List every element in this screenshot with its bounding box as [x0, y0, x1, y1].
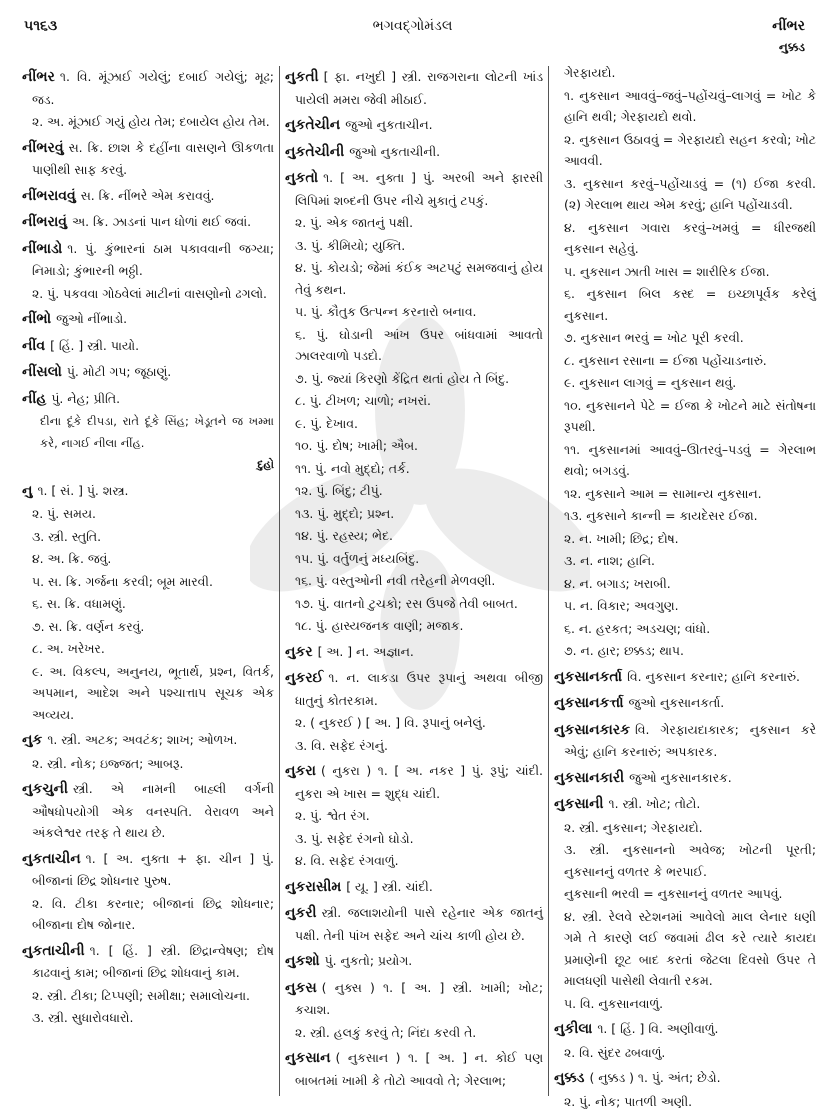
dictionary-entry [285, 950, 543, 973]
definition-text: ૧. પું. કુંભારનાં ઠામ પકાવવાની જગ્યા; નિમાડો; કુંભારની ભઠ્ઠી. [32, 240, 274, 278]
sense-item [285, 212, 543, 234]
sense-item [285, 615, 543, 637]
sense-item [554, 550, 816, 572]
definition-text: ૨. પું. શ્વેત રંગ. [295, 808, 370, 823]
sense-item [22, 548, 274, 570]
headword: નીંભરવું [22, 139, 64, 156]
definition-text: ૫. પું. કૌતુક ઉત્પન્ન કરનારો બનાવ. [295, 304, 477, 319]
headword: નુકતો [285, 170, 319, 186]
definition-text: ૧૨. પું. બિંદુ; ટીપું. [295, 483, 383, 498]
definition-text: ૧૩. નુકસાને કાન્ની = કાયદેસર ઈજા. [564, 508, 758, 523]
sense-item [554, 85, 816, 128]
headword: નીંભરાવું [22, 214, 68, 230]
first-guide-word: નીંભર [772, 18, 805, 34]
sense-item [554, 395, 816, 438]
sense-item [285, 480, 543, 502]
headword: નુકસાનકારક [554, 721, 630, 738]
definition-text: ૭. પું. જ્યાં કિરણો કેંદ્રિત થતાં હોય તે બિંદુ. [295, 370, 510, 386]
definition-text: ૧. વિ. મૂંઝાઈ ગયેલું; દબાઈ ગયેલું; મૂઢ; જડ. [32, 69, 274, 107]
headword: નુ [22, 482, 33, 499]
definition-text: ( નુક્સ ) ૧. [ અ. ] સ્ત્રી. ખામી; ખોટ; કચાશ. [295, 979, 543, 1017]
definition-text: ૨. પું. પકવવા ગોઠવેલાં માટીનાં વાસણોનો ઢગલો. [32, 285, 267, 301]
dictionary-entry [554, 719, 816, 763]
page-number: ૫૧૬૩ [24, 18, 58, 34]
headword: નુકતેચીની [285, 143, 345, 160]
definition-text: ૮. નુકસાન રસાના = ઈજા પહોંચાડનારું. [564, 352, 767, 368]
sense-item [22, 753, 274, 775]
dictionary-entry [285, 667, 543, 711]
definition-text: ૧. સ્ત્રી. ખોટ; તોટો. [608, 796, 701, 811]
headword: નુકશો [285, 953, 320, 969]
definition-text: ૩. નુકસાન કરવું–પહોંચાડવું = (૧) ઈજા કરવી. (૨) ગેરલાભ થાય એમ કરવું; હાનિ પહોંચાડવી. [564, 175, 816, 212]
headword: નીંવ [22, 337, 46, 354]
definition-text: ( નુકસાન ) ૧. [ અ. ] ન. કોઈ પણ બાબતમાં ખામી કે તોટો આવવો તે; ગેરલાભ; [295, 1050, 543, 1088]
definition-text: ૨. નુકસાન ઉઠાવવું = ગેરફાયદો સહન કરવો; ખોટ આવવી. [564, 131, 816, 168]
definition-text: ૧૨. નુકસાને આમ = સામાન્ય નુકસાન. [564, 485, 762, 501]
definition-text: ૧૦. નુકસાનને પેટે = ઈજા કે ખોટને માટે સંતોષના રૂપથી. [564, 397, 816, 434]
definition-text: ૪. વિ. સફેદ રંગવાળું. [295, 853, 399, 868]
definition-text: ૧૮. પું. હાસ્યજનક વાણી; મજાક. [295, 618, 464, 633]
sense-item [554, 327, 816, 349]
definition-text: ૧. [ અ. નુક્તા + ફા. ચીન ] પું. બીજાનાં છિદ્ર શોધનાર પુરુષ. [32, 850, 274, 888]
headword: નુકસાનકર્ત્તા [554, 695, 624, 711]
definition-text: ૧૧. નુકસાનમાં આવવું–ઊતરવું–પડવું = ગેરલાભ થવો; બગડવું. [564, 441, 816, 478]
headword: નુકરાસીમ [285, 878, 342, 895]
definition-text: સ. ક્રિ. છાશ કે દહીંના વાસણને ઊકળતા પાણીથી સાફ કરવું. [32, 139, 274, 177]
quotation [22, 411, 274, 476]
headword: નુકસાનકર્તા [554, 668, 623, 685]
dictionary-entry [22, 940, 274, 984]
dictionary-entry [22, 137, 274, 181]
continued-text: ગેરફાયદો. [564, 65, 616, 80]
definition-text: વિ. ગેરફાયદાકારક; નુકસાન કરે એવું; હાનિ કરનારું; અપકારક. [564, 721, 816, 759]
sense-item [285, 301, 543, 323]
dictionary-entry [554, 767, 816, 790]
headword: નીંભર [22, 69, 55, 85]
definition-text: ૨. સ્ત્રી. ટીકા; ટિપ્પણી; સમીક્ષા; સમાલોચના. [32, 987, 250, 1003]
definition-text: ૯. પું. દેખાવ. [295, 415, 358, 431]
dictionary-entry [285, 1047, 543, 1091]
definition-text: પું. મોટી ગપ; જૂઠાણું. [66, 364, 172, 379]
sense-item [554, 129, 816, 172]
sense-item [285, 828, 543, 850]
definition-text: અ. ક્રિ. ઝાડનાં પાન ધોળાં થઈ જવાં. [72, 214, 252, 229]
headword: નુકીલા [554, 1021, 593, 1037]
headword: નુક્કડ [554, 1070, 585, 1086]
sense-item [285, 735, 543, 757]
definition-text: ૨. સ્ત્રી. નોક; ઇજ્જત; આબરૂ. [32, 755, 184, 771]
headword: નુકતાચીની [22, 942, 85, 959]
sense-item [22, 283, 274, 305]
sense-item [554, 595, 816, 617]
dictionary-entry [22, 335, 274, 358]
column-divider [548, 66, 549, 1096]
definition-text: ૩. વિ. સફેદ રંગનું. [295, 737, 388, 753]
sense-item [22, 661, 274, 726]
sense-item [554, 505, 816, 527]
headword: નુકસાન [285, 1050, 331, 1066]
dictionary-entry [285, 977, 543, 1021]
definition-text: પું. નેહ; પ્રીતિ. [51, 390, 121, 406]
definition-text: ૨. પું. સમય. [32, 506, 96, 521]
headword: નીંસલો [22, 364, 62, 380]
definition-text: ૩. પું. સફેદ રંગનો ઘોડો. [295, 830, 414, 846]
dictionary-entry [22, 185, 274, 208]
headword: નીંભરાવવું [22, 187, 76, 204]
headword: નુકચુની [22, 781, 68, 797]
sense-item [285, 235, 543, 257]
headword: નુકરઈ [285, 670, 324, 686]
sense-item [285, 458, 543, 480]
headword: નીંભાડો [22, 240, 63, 257]
column-3 [554, 62, 816, 1113]
dictionary-entry [22, 211, 274, 234]
definition-text: ૬. સ. ક્રિ. વધામણું. [32, 596, 126, 611]
definition-text: ( નુકરા ) ૧. [ અ. નકર ] પું. રૂપું; ચાંદી. નુકરા એ ખાસ = શુદ્ધ ચાંદી. [295, 763, 543, 801]
sense-item [22, 593, 274, 615]
definition-text: ૨. પું. નોક; પાતળી અણી. [564, 1093, 693, 1109]
definition-text: નુકસાની ભરવી = નુકસાનનું વળતર આપવું. [564, 886, 783, 901]
sense-item [554, 217, 816, 260]
sense-item [285, 593, 543, 615]
definition-text: ૭. સ. ક્રિ. વર્ણન કરવું. [32, 618, 145, 634]
definition-text: સ્ત્રી. જલાશયોની પાસે રહેનાર એક જાતનું પક્ષી. તેની પાંખ સફેદ અને ચાંચ કાળી હોય છે. [295, 905, 543, 943]
definition-text: સ્ત્રી. એ નામની બાહ્લી વર્ગની ઔષધોપયોગી એક વનસ્પતિ. વેરાવળ અને અંકલેશ્વર તરફ તે થાય છે. [32, 781, 274, 840]
definition-text: ૯. અ. વિકલ્પ, અનુનય, ભૂતાર્થ, પ્રશ્ન, વિતર્ક, અપમાન, આદેશ અને પશ્ચાત્તાપ સૂચક એક અવ્યય. [32, 663, 274, 722]
definition-text: ૭. નુકસાન ભરવું = ખોટ પૂરી કરવી. [564, 330, 744, 345]
definition-text: ૧૩. પું. મુદ્દો; પ્રશ્ન. [295, 505, 395, 521]
definition-text: ૨. પું. એક જાતનું પક્ષી. [295, 215, 414, 230]
definition-text: ૧૬. પું. વસ્તુઓની નવી તરેહની મેળવણી. [295, 573, 496, 588]
dictionary-entry [285, 760, 543, 804]
sense-item [22, 503, 274, 525]
sense-item [285, 257, 543, 300]
sense-item [285, 548, 543, 570]
definition-text: ૪. પું. કોયડો; જેમાં કંઈક અટપટું સમજવાનું હોય તેવું કથન. [295, 260, 543, 297]
definition-text: ૧૭. પું. વાતનો ટુચકો; રસ ઉપજે તેવી બાબત. [295, 595, 518, 611]
sense-item [554, 483, 816, 505]
dictionary-entry [285, 167, 543, 211]
dictionary-entry [285, 141, 543, 164]
book-title: ભગવદ્ગોમંડલ [372, 18, 453, 34]
definition-text: ૫. વિ. નુકસાનવાળું. [564, 995, 664, 1011]
sense-item [554, 839, 816, 882]
definition-text: ૧૦. પું. દોષ; ખામી; ઐબ. [295, 438, 418, 453]
column-1 [22, 62, 274, 1030]
quote-text: દીના દૂંકે દીપડા, રાતે દૂંકે સિંહ; ખેડૂતને જ ખમ્મા કરે, નાગઈ નીલા નીંહ. [40, 414, 274, 450]
definition-text: જુઓ નુકસાનકર્તા. [628, 695, 725, 710]
dictionary-entry [554, 793, 816, 816]
definition-text: ૬. પું. ઘોડાની આંખ ઉપર બાંધવામાં આવતો ઝાલરવાળો પડદો. [295, 326, 543, 363]
dictionary-entry [554, 692, 816, 715]
definition-text: ૭. ન. હાર; છક્કડ; થાપ. [564, 643, 684, 658]
sense-item [554, 528, 816, 550]
sense-item [285, 525, 543, 547]
definition-text: જુઓ નુકસાનકારક. [629, 769, 732, 785]
definition-text: ૩. સ્ત્રી. નુકસાનનો અવેજ; ખોટની પૂરતી; નુકસાનનું વળતર કે ભરપાઈ. [564, 842, 816, 879]
dictionary-entry [554, 666, 816, 689]
quote-source: દુહો [257, 458, 274, 471]
definition-text: ૨. વિ. ટીકા કરનાર; બીજાનાં છિદ્ર શોધનાર; બીજાના દોષ જોનાર. [32, 895, 274, 932]
definition-text: ૪. અ. ક્રિ. જવું. [32, 551, 112, 566]
sense-item [554, 993, 816, 1015]
sense-item [22, 893, 274, 936]
headword: નુકસાની [554, 796, 604, 812]
definition-text: ૧. [ હિં. ] સ્ત્રી. છિદ્રાન્વેષણ; દોષ કાઢવાનું કામ; બીજાનાં છિદ્ર શોધવાનું કામ. [32, 942, 274, 980]
definition-text: ૨. વિ. સુંદર ઢબવાળું. [564, 1044, 666, 1060]
definition-text: ૪. ન. બગાડ; ખરાબી. [564, 575, 671, 591]
headword: નુકરી [285, 905, 317, 921]
definition-text: ૫. ન. વિકાર; અવગુણ. [564, 598, 679, 613]
dictionary-entry [22, 480, 274, 503]
definition-text: ૬. ન. હરકત; અડચણ; વાંધો. [564, 620, 711, 636]
definition-text: ૧. સ્ત્રી. અટક; અવટંક; શાખ; ઓળખ. [47, 732, 238, 747]
sense-item [22, 571, 274, 593]
dictionary-entry [285, 114, 543, 137]
dictionary-entry [22, 361, 274, 384]
definition-text: ૧. [ અ. નુક્તા ] પું. અરબી અને ફારસી લિપિમાં શબ્દની ઉપર નીચે મુકાતું ટપકું. [295, 170, 543, 208]
definition-text: જુઓ નુકતાચીની. [349, 143, 441, 159]
definition-text: ( નુક્કડ ) ૧. પું. અંત; છેડો. [589, 1070, 721, 1085]
definition-text: ૪. નુકસાન ગવારા કરવું–ખમવું = ધીરજથી નુકસાન સહેવું. [564, 219, 816, 256]
dictionary-entry [22, 848, 274, 892]
dictionary-entry [285, 641, 543, 664]
dictionary-entry [285, 902, 543, 946]
sense-item [285, 435, 543, 457]
definition-text: ૨. સ્ત્રી. હલકું કરવું તે; નિંદા કરવી તે. [295, 1024, 477, 1040]
headword: નુક [22, 732, 43, 748]
headword: નુકસ [285, 979, 317, 996]
definition-text: વિ. નુકસાન કરનાર; હાનિ કરનારું. [627, 668, 800, 684]
sense-item [285, 712, 543, 734]
column-2 [285, 62, 543, 1092]
definition-text: ૧. ન. લાકડા ઉપર રૂપાનું અથવા બીજી ધાતુનું કોતરકામ. [295, 670, 543, 708]
sense-item [285, 324, 543, 367]
sense-item [554, 817, 816, 839]
last-guide-word: નુક્કડ [778, 40, 805, 54]
sense-item [285, 368, 543, 390]
definition-text: ૩. ન. નાશ; હાનિ. [564, 553, 655, 568]
sense-item [554, 883, 816, 905]
definition-text: ૮. અ. ખરેખર. [32, 641, 105, 656]
sense-item [554, 372, 816, 394]
dictionary-entry [554, 1067, 816, 1090]
sense-item [22, 526, 274, 548]
dictionary-entry [22, 388, 274, 411]
sense-item [285, 805, 543, 827]
sense-item [285, 1022, 543, 1044]
definition-text: ૧. [ સં. ] પું. શસ્ત્ર. [37, 482, 129, 498]
sense-item [554, 261, 816, 283]
definition-text: ૪. સ્ત્રી. રેલવે સ્ટેશનમાં આવેલો માલ લેનાર ધણી ગમે તે કારણે લઈ જવામાં ઢીલ કરે ત્યારે કાયદા પ્રમાણેની છૂટ બાદ કરતાં જેટલા દિવસો ઉપર તે માલધણી પાસેથી લેવાતી રકમ. [564, 908, 816, 988]
definition-text: ૧૪. પું. રહસ્ય; ભેદ. [295, 528, 393, 543]
definition-text: ૧. [ હિં. ] વિ. અણીવાળું. [597, 1021, 719, 1036]
sense-item [285, 413, 543, 435]
sense-item [554, 1042, 816, 1064]
definition-text: પું. નુકતો; પ્રયોગ. [324, 953, 413, 968]
definition-text: ૨. અ. મૂંઝાઈ ગયું હોય તેમ; દબાયેલ હોય તેમ. [32, 114, 270, 129]
definition-text: ૯. નુકસાન લાગવું = નુકસાન થવું. [564, 375, 737, 390]
definition-text: [ યૂ. ] સ્ત્રી. ચાંદી. [346, 878, 433, 894]
sense-item [554, 283, 816, 326]
definition-text: ૧૫. પું. વર્તુળનું મધ્યબિંદુ. [295, 550, 420, 566]
headword: નુકતાચીન [22, 850, 81, 867]
definition-text: [ હિં. ] સ્ત્રી. પાયો. [50, 337, 140, 353]
sense-item [22, 638, 274, 660]
sense-item [285, 850, 543, 872]
definition-text: ૨. ( નુકરઈ ) [ અ. ] વિ. રૂપાનું બનેલું. [295, 715, 486, 730]
definition-text: સ. ક્રિ. નીંભરે એમ કરાવવું. [80, 187, 215, 203]
headword: નીંહ [22, 390, 47, 407]
sense-item [285, 570, 543, 592]
sense-item [22, 616, 274, 638]
sense-item [554, 1091, 816, 1113]
sense-item [554, 439, 816, 482]
dictionary-entry [285, 876, 543, 899]
definition-text: ૧૧. પું. નવો મુદ્દો; તર્ક. [295, 460, 410, 476]
sense-item [22, 985, 274, 1007]
sense-item [22, 1007, 274, 1029]
dictionary-entry [285, 66, 543, 110]
definition-text: ૫. નુકસાન ઝાતી ખાસ = શારીરિક ઈજા. [564, 263, 770, 279]
sense-item [285, 503, 543, 525]
sense-item [554, 173, 816, 216]
headword: નુકર [285, 643, 313, 660]
definition-text: ૨. સ્ત્રી. નુકસાન; ગેરફાયદો. [564, 819, 703, 835]
definition-text: ૮. પું. ટીખળ; ચાળો; નખરાં. [295, 393, 431, 408]
headword: નુકરા [285, 763, 316, 779]
dictionary-entry [554, 1018, 816, 1041]
headword: નુકસાનકારી [554, 769, 625, 786]
sense-item [554, 640, 816, 662]
headword: નીંભો [22, 311, 52, 327]
sense-item [285, 390, 543, 412]
definition-text: ૬. નુકસાન બિલ કસ્દ = ઇચ્છાપૂર્વક કરેલું નુકસાન. [564, 286, 816, 323]
definition-text: ૩. સ્ત્રી. સ્તુતિ. [32, 528, 102, 544]
dictionary-entry [22, 238, 274, 282]
headword: નુકતી [285, 69, 319, 85]
definition-text: જુઓ નીંભાડો. [56, 311, 128, 326]
sense-item [554, 350, 816, 372]
definition-text: ૨. ન. ખામી; છિદ્ર; દોષ. [564, 530, 679, 546]
dictionary-entry [22, 778, 274, 844]
sense-item [554, 906, 816, 992]
dictionary-entry [22, 729, 274, 752]
column-divider [279, 66, 280, 1096]
definition-text: ૧. નુકસાન આવવું–જવું–પહોંચવું–લાગવું = ખોટ કે હાનિ થવી; ગેરફાયદો થવો. [564, 87, 816, 124]
definition-text: જુઓ નુકતાચીન. [345, 117, 433, 132]
dictionary-entry [22, 308, 274, 331]
definition-text: ૫. સ. ક્રિ. ગર્જના કરવી; બૂમ મારવી. [32, 573, 213, 589]
definition-text: [ ફા. નખુદી ] સ્ત્રી. રાજગરાના લોટની ખાંડ પાયેલી મમરા જેવી મીઠાઈ. [295, 69, 543, 107]
sense-item [554, 618, 816, 640]
headword: નુકતેચીન [285, 117, 341, 133]
sense-item [22, 111, 274, 133]
dictionary-entry [22, 66, 274, 110]
definition-text: ૩. સ્ત્રી. સુધારોવધારો. [32, 1010, 134, 1025]
sense-item [554, 573, 816, 595]
definition-text: ૩. પું. કીમિયો; યુક્તિ. [295, 237, 406, 253]
definition-text: [ અ. ] ન. અજ્ઞાન. [317, 643, 414, 659]
